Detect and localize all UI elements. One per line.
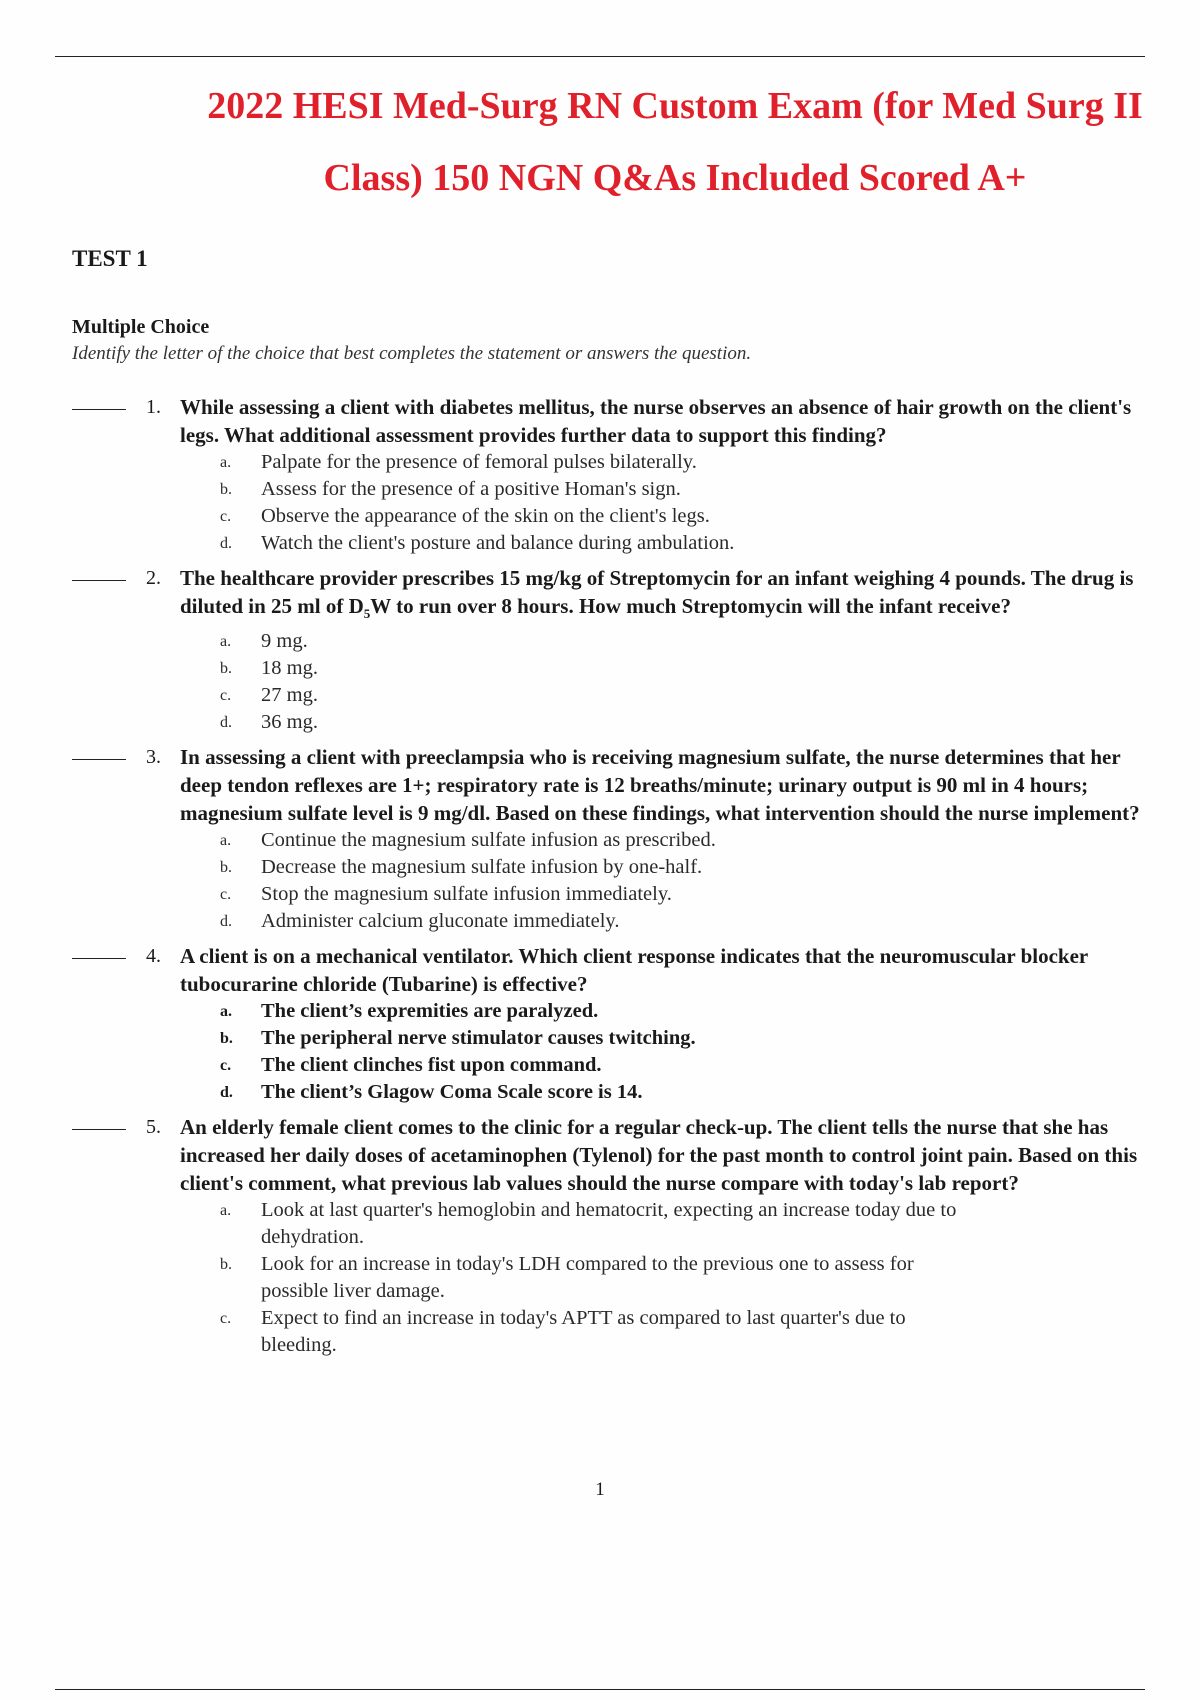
option-text: Assess for the presence of a positive Homan's sign. [261, 478, 681, 500]
option-text: 27 mg. [261, 684, 318, 707]
answer-blank-4[interactable] [72, 958, 126, 959]
question-number: 2. [146, 567, 161, 589]
option-text: The client clinches fist upon command. [261, 1054, 602, 1077]
option-letter: d. [220, 913, 232, 931]
option-list [180, 998, 1140, 1106]
option-d [220, 1079, 1140, 1106]
option-letter: a. [220, 1202, 232, 1220]
option-text: The client’s expremities are paralyzed. [261, 1000, 599, 1023]
option-letter: b. [220, 660, 232, 678]
option-list [180, 1197, 980, 1359]
option-b [220, 1025, 1140, 1052]
option-letter: b. [220, 1030, 233, 1048]
subscript: 5 [363, 606, 371, 622]
answer-blank-3[interactable] [72, 759, 126, 760]
option-c [220, 682, 1148, 709]
option-text: Administer calcium gluconate immediately. [261, 910, 620, 933]
option-text: Watch the client's posture and balance during ambulation. [261, 532, 735, 554]
option-letter: c. [220, 508, 232, 525]
option-letter: d. [220, 714, 232, 732]
top-rule [55, 56, 1145, 57]
question-number: 5. [146, 1116, 161, 1139]
question-list [72, 393, 1152, 1366]
title-line-1: 2022 HESI Med-Surg RN Custom Exam (for Med Surg II [207, 85, 1143, 127]
option-d [220, 530, 1140, 557]
question-text: An elderly female client comes to the clinic for a regular check-up. The client tells the nurse that she has increased her daily doses of acetaminophen (Tylenol) for the past month to control joint pain. Based on this client's comment, what previous lab values should the nurse compare with today's lab report? [180, 1115, 1138, 1196]
option-text: Observe the appearance of the skin on the client's legs. [261, 505, 710, 527]
question-number: 4. [146, 945, 161, 968]
option-b [220, 854, 1158, 881]
question-4 [72, 942, 1140, 1106]
option-letter: c. [220, 687, 232, 705]
option-letter: b. [220, 859, 232, 877]
option-a [220, 998, 1140, 1025]
question-number: 1. [146, 396, 161, 418]
option-letter: b. [220, 481, 232, 498]
option-list [180, 449, 1140, 557]
answer-blank-1[interactable] [72, 409, 126, 410]
option-text: Stop the magnesium sulfate infusion immediately. [261, 883, 672, 906]
question-text: While assessing a client with diabetes mellitus, the nurse observes an absence of hair growth on the client's legs. What additional assessment provides further data to support this finding? [180, 395, 1132, 447]
option-a [220, 449, 1140, 476]
instructions: Identify the letter of the choice that best completes the statement or answers the question. [72, 343, 752, 364]
option-a [220, 827, 1158, 854]
question-text: In assessing a client with preeclampsia who is receiving magnesium sulfate, the nurse determines that her deep tendon reflexes are 1+; respiratory rate is 12 breaths/minute; urinary output is 90 ml in 4 hours; magnesium sulfate level is 9 mg/dl. Based on these findings, what intervention should the nurse implement? [180, 745, 1140, 826]
option-text: Palpate for the presence of femoral pulses bilaterally. [261, 451, 697, 473]
test-label: TEST 1 [72, 246, 148, 271]
option-text: 18 mg. [261, 657, 318, 680]
question-text-part: W to run over 8 hours. How much Streptomycin will the infant receive? [370, 594, 1011, 618]
option-letter: b. [220, 1256, 232, 1274]
option-letter: d. [220, 1084, 233, 1102]
option-c [220, 1052, 1140, 1079]
option-b [220, 655, 1148, 682]
question-3 [72, 743, 1158, 935]
option-b [220, 476, 1140, 503]
option-text: Look for an increase in today's LDH compared to the previous one to assess for possible liver damage. [261, 1253, 914, 1303]
option-letter: a. [220, 633, 232, 651]
question-number: 3. [146, 746, 161, 769]
option-text: 36 mg. [261, 711, 318, 734]
option-text: Look at last quarter's hemoglobin and hematocrit, expecting an increase today due to dehydration. [261, 1199, 957, 1249]
option-text: Decrease the magnesium sulfate infusion by one-half. [261, 856, 703, 879]
document-title [150, 70, 1200, 214]
option-a [220, 628, 1148, 655]
question-text [180, 564, 1148, 628]
page-number: 1 [595, 1479, 605, 1500]
question-1 [72, 393, 1140, 557]
section-title: Multiple Choice [72, 316, 210, 338]
answer-blank-2[interactable] [72, 580, 126, 581]
option-text: The peripheral nerve stimulator causes twitching. [261, 1027, 696, 1050]
question-text: A client is on a mechanical ventilator. Which client response indicates that the neuromuscular blocker tubocurarine chloride (Tubarine) is effective? [180, 944, 1088, 997]
option-letter: a. [220, 832, 232, 850]
option-c [220, 1305, 980, 1359]
option-letter: c. [220, 1310, 232, 1328]
option-c [220, 881, 1158, 908]
option-a [220, 1197, 980, 1251]
option-letter: a. [220, 1003, 232, 1021]
question-2 [72, 564, 1148, 736]
option-b [220, 1251, 980, 1305]
bottom-rule [55, 1689, 1145, 1690]
option-letter: c. [220, 886, 232, 904]
option-text: 9 mg. [261, 630, 308, 653]
option-list [180, 628, 1148, 736]
option-letter: d. [220, 535, 232, 552]
option-letter: c. [220, 1057, 232, 1075]
option-text: Expect to find an increase in today's APTT as compared to last quarter's due to bleeding. [261, 1307, 906, 1357]
option-letter: a. [220, 454, 232, 471]
answer-blank-5[interactable] [72, 1129, 126, 1130]
option-c [220, 503, 1140, 530]
option-d [220, 908, 1158, 935]
option-text: The client’s Glagow Coma Scale score is 14. [261, 1081, 643, 1104]
option-d [220, 709, 1148, 736]
option-list [180, 827, 1158, 935]
title-line-2: Class) 150 NGN Q&As Included Scored A+ [323, 157, 1027, 199]
option-text: Continue the magnesium sulfate infusion as prescribed. [261, 829, 716, 852]
question-5 [72, 1113, 1140, 1359]
question-text-part: The healthcare provider prescribes 15 mg/kg of Streptomycin for an infant weighing 4 pounds. The drug is diluted in 25 ml of D [180, 566, 1134, 618]
